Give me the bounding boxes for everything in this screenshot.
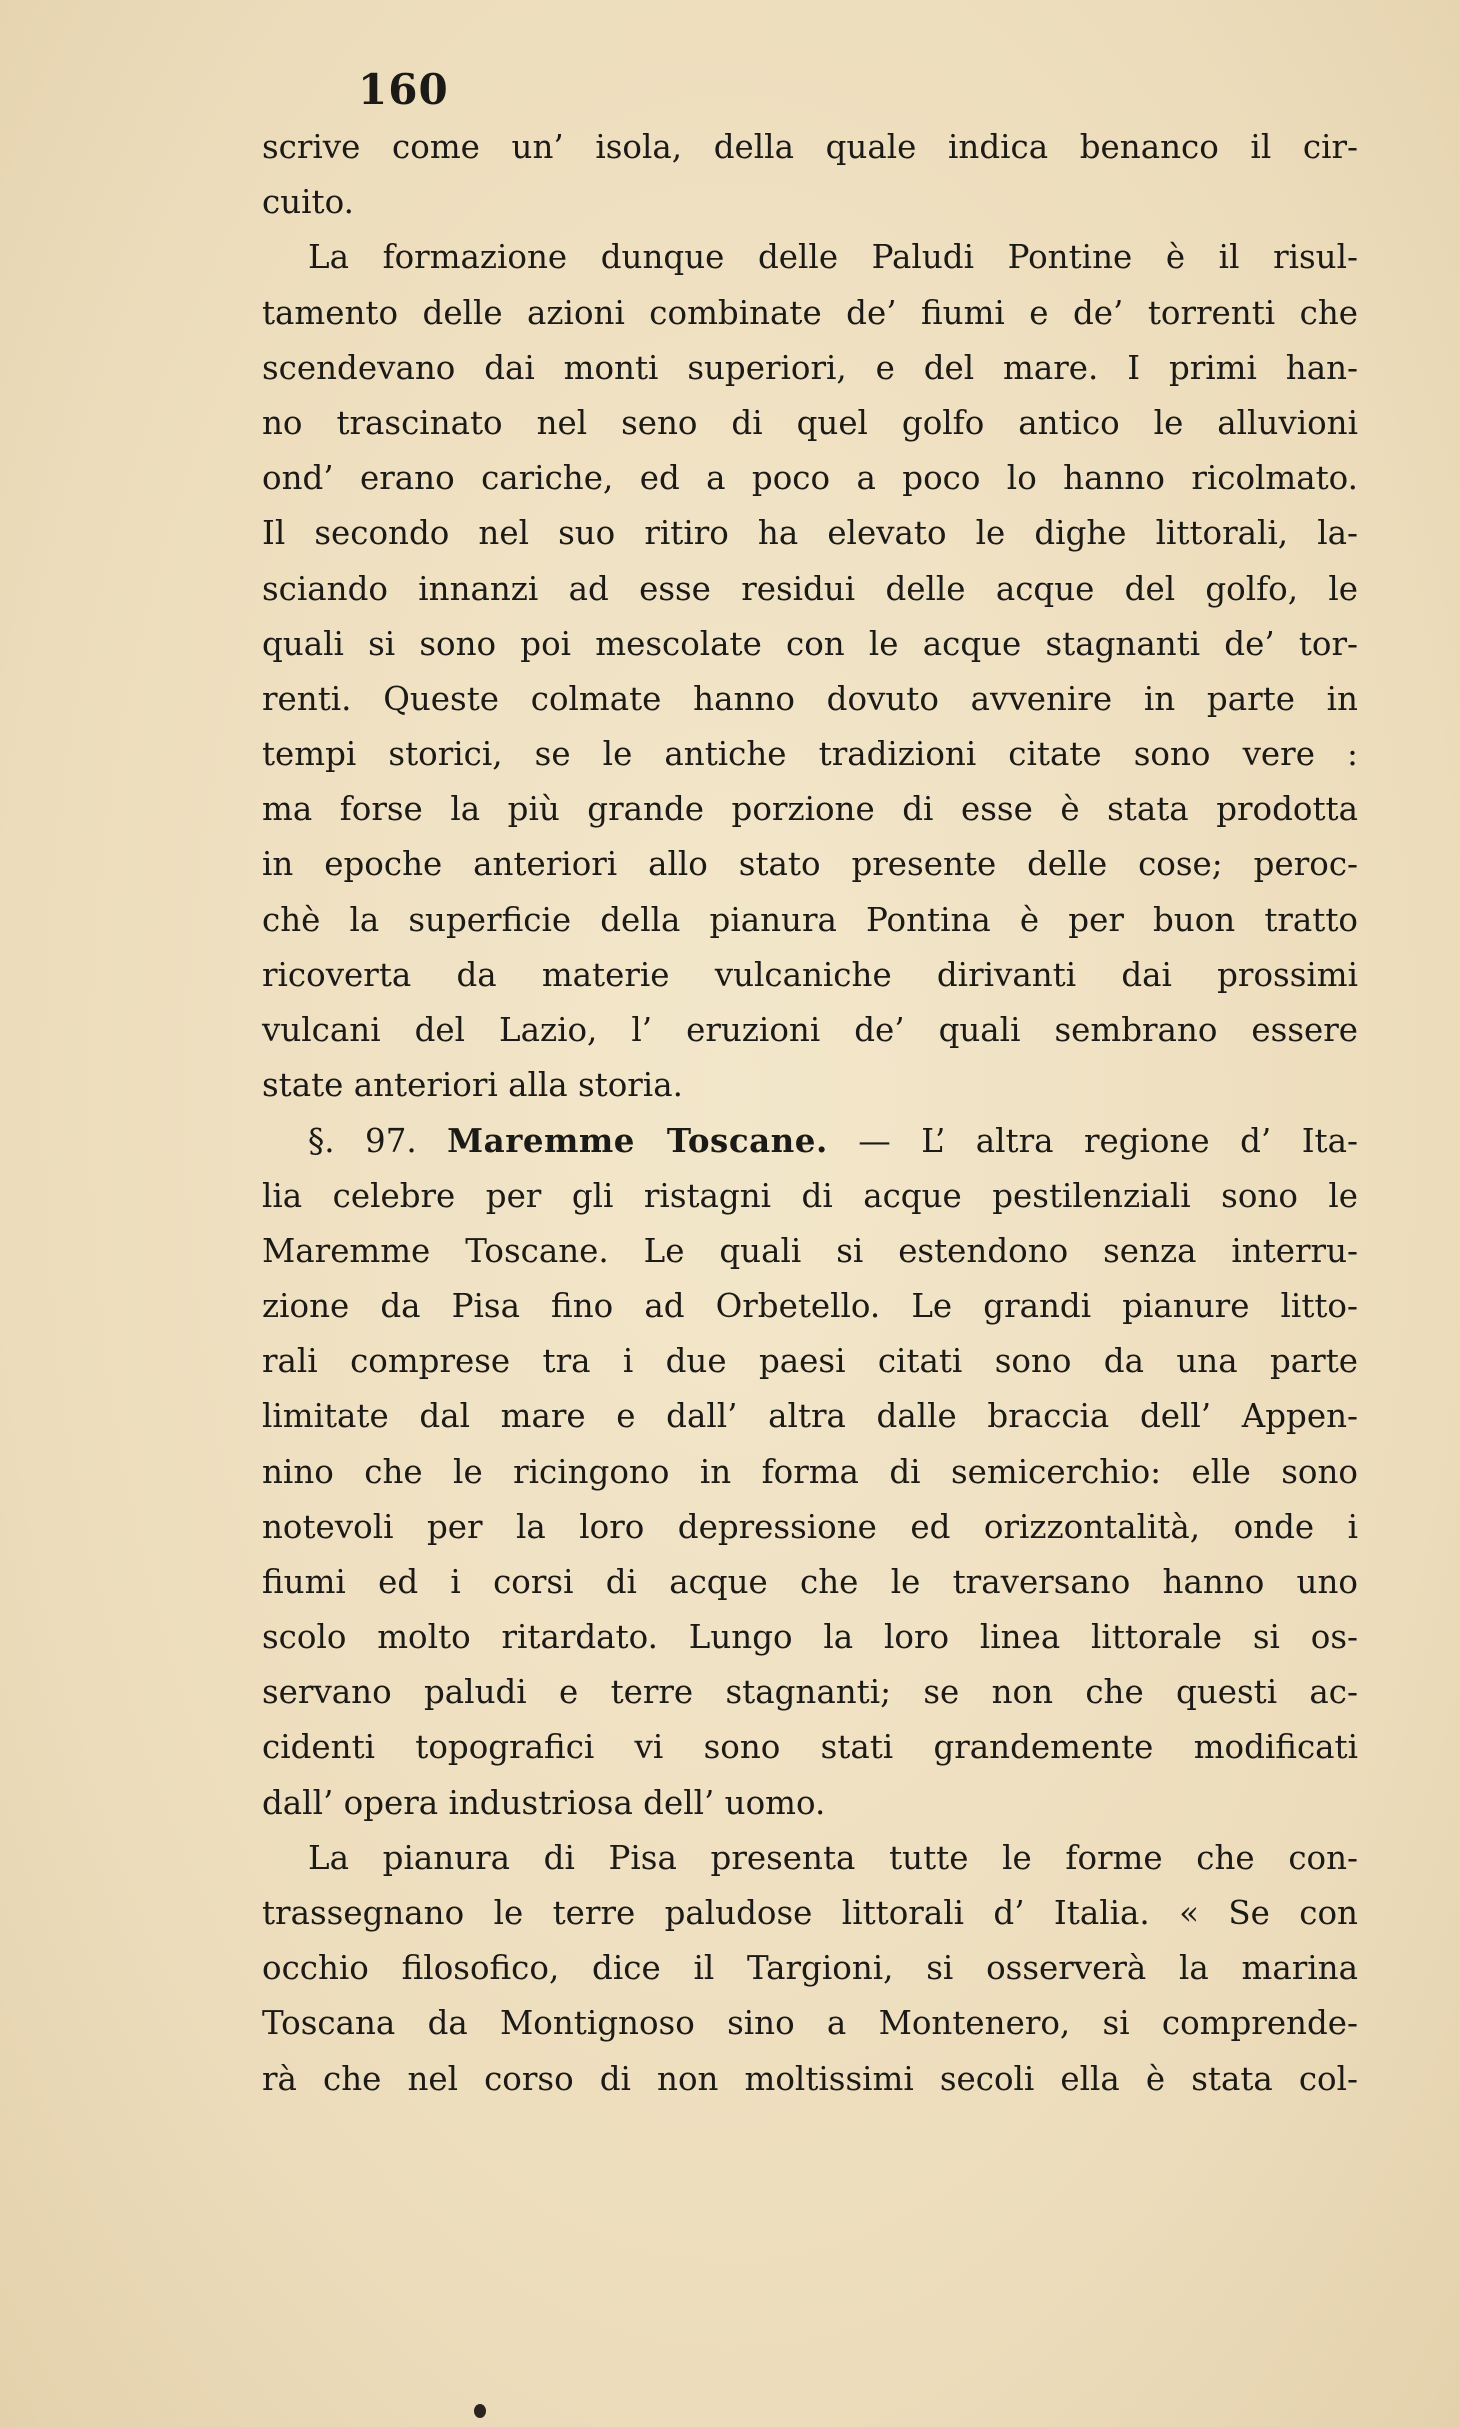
line-text: vulcani del Lazio, l’ eruzioni de’ quali sembrano essere [262,1011,1358,1049]
line-text: rà che nel corso di non moltissimi secoli ella è stata col- [262,2059,1358,2098]
text-line [262,1058,1358,1113]
text-line [262,727,1358,782]
line-text: sciando innanzi ad esse residui delle acque del golfo, le [262,569,1358,608]
text-line [262,286,1358,341]
text-line [262,782,1358,837]
line-text: La pianura di Pisa presenta tutte le forme che con- [308,1838,1358,1877]
page-number: 160 [358,65,449,114]
line-text: cuito. [262,183,354,222]
text-line [262,175,1358,230]
text-line [262,1996,1358,2051]
line-text: Toscana da Montignoso sino a Montenero, si comprende- [262,2004,1358,2043]
section-heading: Maremme Toscane. [447,1121,828,1161]
line-text: Il secondo nel suo ritiro ha elevato le dighe littorali, la- [262,514,1358,553]
text-line [262,341,1358,396]
text-line [262,1113,1358,1168]
line-text: tamento delle azioni combinate de’ fiumi e de’ torrenti che [262,293,1358,332]
text-line [262,1224,1358,1279]
body-text [262,120,1358,2107]
line-text: La formazione dunque delle Paludi Pontine è il risul- [308,238,1358,277]
text-line [262,672,1358,727]
text-line [262,1169,1358,1224]
line-text: scendevano dai monti superiori, e del mare. I primi han- [262,348,1358,387]
line-text: fiumi ed i corsi di acque che le traversano hanno uno [262,1562,1358,1601]
text-line [262,1389,1358,1444]
line-text: renti. Queste colmate hanno dovuto avvenire in parte in [262,679,1358,718]
text-line [262,1279,1358,1334]
text-line [262,1831,1358,1886]
text-line [262,893,1358,948]
line-text: trassegnano le terre paludose littorali d’ Italia. « Se con [262,1894,1358,1932]
text-line [262,1776,1358,1831]
text-line [262,617,1358,672]
text-line [262,1500,1358,1555]
line-text: ricoverta da materie vulcaniche dirivanti dai prossimi [262,955,1358,994]
line-text: scrive come un’ isola, della quale indica benanco il cir- [262,128,1358,166]
line-text: — L’ altra regione d’ Ita- [858,1122,1358,1161]
text-line [262,1555,1358,1610]
line-text: rali comprese tra i due paesi citati sono da una parte [262,1342,1358,1381]
line-text: servano paludi e terre stagnanti; se non che questi ac- [262,1673,1358,1712]
line-text: state anteriori alla storia. [262,1066,683,1105]
line-text: occhio filosofico, dice il Targioni, si osserverà la marina [262,1949,1358,1988]
text-line [262,120,1358,175]
text-line [262,1665,1358,1720]
text-line [262,837,1358,892]
text-line [262,1941,1358,1996]
text-line [262,1445,1358,1500]
text-line [262,1720,1358,1775]
text-line [262,506,1358,561]
text-line [262,1886,1358,1941]
section-number: §. 97. [308,1122,417,1161]
text-line [262,2052,1358,2107]
line-text: tempi storici, se le antiche tradizioni citate sono vere : [262,735,1358,774]
text-line [262,1610,1358,1665]
line-text: dall’ opera industriosa dell’ uomo. [262,1783,826,1822]
line-text: zione da Pisa fino ad Orbetello. Le grandi pianure litto- [262,1286,1358,1325]
line-text: lia celebre per gli ristagni di acque pestilenziali sono le [262,1176,1358,1215]
line-text: ma forse la più grande porzione di esse è stata prodotta [262,790,1358,829]
line-text: nino che le ricingono in forma di semicerchio: elle sono [262,1452,1358,1491]
ink-spot [474,2404,486,2418]
text-line [262,948,1358,1003]
line-text: chè la superficie della pianura Pontina è per buon tratto [262,900,1358,939]
text-line [262,230,1358,285]
line-text: scolo molto ritardato. Lungo la loro linea littorale si os- [262,1618,1358,1657]
text-line [262,451,1358,506]
text-line [262,562,1358,617]
line-text: cidenti topografici vi sono stati grandemente modificati [262,1728,1358,1767]
line-text: Maremme Toscane. Le quali si estendono senza interru- [262,1231,1358,1270]
line-text: notevoli per la loro depressione ed orizzontalità, onde i [262,1507,1358,1546]
line-text: quali si sono poi mescolate con le acque stagnanti de’ tor- [262,624,1358,663]
text-line [262,1334,1358,1389]
text-line [262,396,1358,451]
line-text: no trascinato nel seno di quel golfo antico le alluvioni [262,403,1358,442]
text-line [262,1003,1358,1058]
line-text: limitate dal mare e dall’ altra dalle braccia dell’ Appen- [262,1397,1358,1436]
line-text: ond’ erano cariche, ed a poco a poco lo hanno ricolmato. [262,459,1358,498]
line-text: in epoche anteriori allo stato presente delle cose; peroc- [262,845,1358,884]
